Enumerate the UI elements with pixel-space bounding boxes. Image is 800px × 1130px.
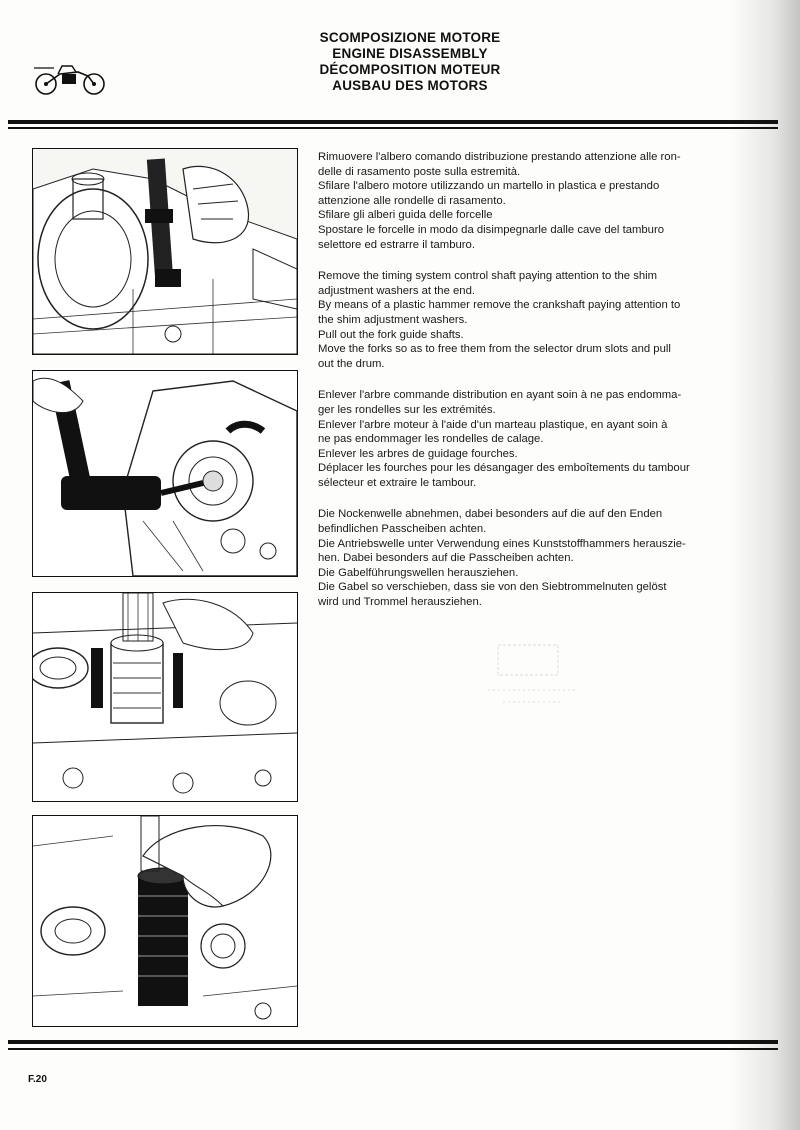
text-line: hen. Dabei besonders auf die Passcheiben achten. [318,552,574,565]
page-header [0,30,800,94]
title-german: AUSBAU DES MOTORS [332,78,488,93]
text-line: Enlever l'arbre commande distribution en ayant soin à ne pas endomma- [318,389,682,402]
photo-selector-drum [32,815,298,1027]
text-line: befindlichen Passcheiben achten. [318,523,487,536]
text-line: Die Nockenwelle abnehmen, dabei besonders auf die auf den Enden [318,508,663,521]
text-line: sélecteur et extraire le tambour. [318,476,477,489]
scanned-page-edge-shadow [730,0,800,1130]
photo-crankshaft-hammer [32,370,298,577]
text-line: selettore ed estrarre il tamburo. [318,238,475,251]
text-line: Rimuovere l'albero comando distribuzione prestando attenzione alle ron- [318,151,681,163]
text-line: Enlever les arbres de guidage fourches. [318,447,518,460]
text-line: Die Gabel so verschieben, dass sie von den Siebtrommelnuten gelöst [318,581,667,594]
header-rule-thick [8,120,778,124]
photo-timing-shaft-removal [32,148,298,355]
text-line: Enlever l'arbre moteur à l'aide d'un marteau plastique, en ayant soin à [318,418,668,431]
paragraph-french [318,388,730,490]
instructions-text [318,150,730,627]
photo-fork-guide-shafts [32,592,298,802]
title-italian: SCOMPOSIZIONE MOTORE [319,30,501,45]
text-line: By means of a plastic hammer remove the crankshaft paying attention to [318,299,681,312]
footer-rule-thin [8,1048,778,1050]
paragraph-german [318,507,730,609]
text-line: Spostare le forcelle in modo da disimpegnarle dalle cave del tamburo [318,223,665,236]
text-line: Die Antriebswelle unter Verwendung eines Kunststoffhammers herauszie- [318,537,686,550]
title-english: ENGINE DISASSEMBLY [332,46,488,61]
text-line: out the drum. [318,357,385,370]
text-line: adjustment washers at the end. [318,284,475,297]
page-number: F.20 [28,1074,47,1085]
text-line: ger les rondelles sur les extrémités. [318,403,496,416]
text-line: ne pas endommager les rondelles de calage. [318,433,544,446]
paragraph-italian [318,150,730,252]
title-french: DÉCOMPOSITION MOTEUR [319,62,501,77]
header-rule-thin [8,127,778,129]
text-line: Déplacer les fourches pour les désangager des emboîtements du tambour [318,462,690,475]
text-line: attenzione alle rondelle di rasamento. [318,194,506,207]
footer-rule-thick [8,1040,778,1044]
text-line: Die Gabelführungswellen herausziehen. [318,566,519,579]
text-line: Move the forks so as to free them from the selector drum slots and pull [318,343,671,356]
text-line: wird und Trommel herausziehen. [318,596,482,609]
text-line: Sfilare l'albero motore utilizzando un martello in plastica e prestando [318,180,660,193]
text-line: the shim adjustment washers. [318,313,468,326]
paragraph-english [318,269,730,371]
text-line: Remove the timing system control shaft paying attention to the shim [318,270,658,283]
text-line: Sfilare gli alberi guida delle forcelle [318,209,493,222]
text-line: Pull out the fork guide shafts. [318,328,464,341]
faded-stamp-mark [478,640,588,720]
text-line: delle di rasamento poste sulla estremità. [318,165,521,178]
